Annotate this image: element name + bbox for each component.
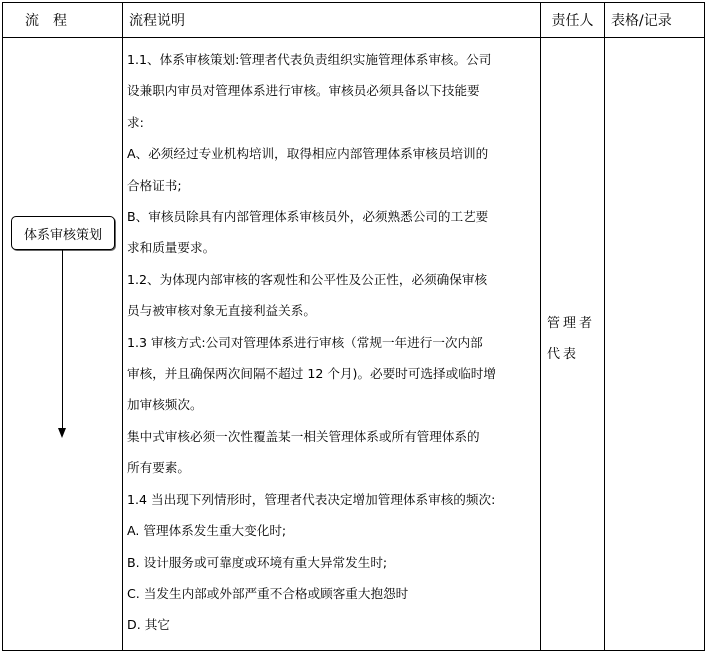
description-line: 1.3 审核方式:公司对管理体系进行审核（常规一年进行一次内部 — [127, 334, 483, 350]
description-line: B. 设计服务或可靠度或环境有重大异常发生时; — [127, 554, 388, 570]
description-line: 审核，并且确保两次间隔不超过 12 个月)。必要时可选择或临时增 — [127, 366, 496, 382]
description-line: 加审核频次。 — [127, 397, 203, 413]
header-record: 表格/记录 — [605, 3, 705, 38]
description-line: 求和质量要求。 — [127, 240, 216, 256]
flow-connector-line — [62, 249, 63, 429]
record-cell — [605, 38, 705, 651]
header-responsible: 责任人 — [541, 3, 605, 38]
responsible-cell — [541, 38, 605, 651]
flow-cell — [3, 38, 123, 651]
header-description: 流程说明 — [123, 3, 541, 38]
description-line: 集中式审核必须一次性覆盖某一相关管理体系或所有管理体系的 — [127, 428, 480, 444]
procedure-table — [2, 2, 705, 651]
description-line: B、审核员除具有内部管理体系审核员外，必须熟悉公司的工艺要 — [127, 209, 489, 225]
description-text — [127, 44, 534, 641]
flow-step-box: 体系审核策划 — [11, 216, 115, 250]
content-row — [3, 38, 705, 651]
description-line: A. 管理体系发生重大变化时; — [127, 523, 287, 539]
header-row — [3, 3, 705, 38]
description-line: 合格证书; — [127, 177, 182, 193]
description-line: D. 其它 — [127, 617, 170, 633]
description-line: 设兼职内审员对管理体系进行审核。审核员必须具备以下技能要 — [127, 83, 480, 99]
description-line: 所有要素。 — [127, 460, 190, 476]
description-line: 1.1、体系审核策划:管理者代表负责组织实施管理体系审核。公司 — [127, 52, 492, 67]
description-line: C. 当发生内部或外部严重不合格或顾客重大抱怨时 — [127, 585, 409, 601]
description-line: 1.2、为体现内部审核的客观性和公平性及公正性，必须确保审核 — [127, 271, 488, 287]
description-line: 员与被审核对象无直接利益关系。 — [127, 303, 316, 319]
description-cell — [123, 38, 541, 651]
responsible-text: 管理者代表 — [547, 316, 596, 362]
arrow-down-icon — [58, 428, 66, 438]
description-line: A、必须经过专业机构培训，取得相应内部管理体系审核员培训的 — [127, 146, 489, 162]
description-line: 求: — [127, 114, 144, 130]
description-line: 1.4 当出现下列情形时，管理者代表决定增加管理体系审核的频次: — [127, 491, 496, 507]
header-flow: 流程 — [3, 3, 123, 38]
